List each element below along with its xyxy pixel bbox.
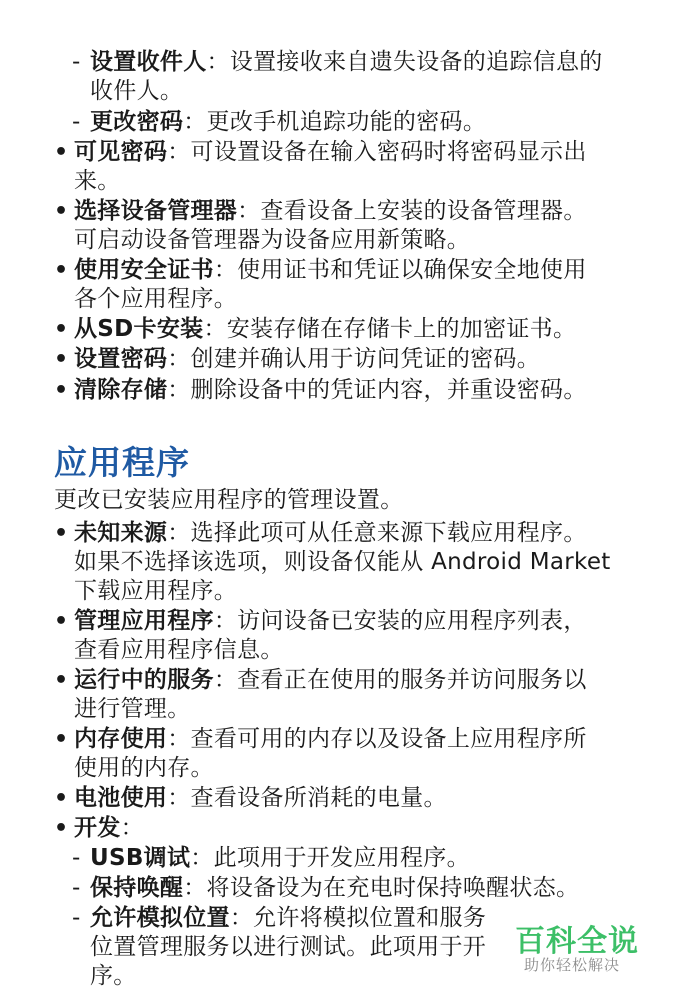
list-item: USB调试：此项用于开发应用程序。: [90, 845, 470, 871]
bullet-marker: •: [54, 317, 69, 342]
bullet-marker: •: [54, 816, 69, 841]
section-heading: 应用程序: [54, 443, 190, 482]
item-text: 删除设备中的凭证内容，并重设密码。: [190, 377, 587, 403]
bullet-marker: •: [54, 786, 69, 811]
item-label: 运行中的服务: [74, 667, 214, 693]
dash-marker: -: [72, 875, 81, 901]
item-continuation: 下载应用程序。: [74, 578, 238, 604]
item-continuation: 使用的内存。: [74, 755, 214, 781]
item-label: 选择设备管理器: [74, 198, 238, 224]
list-item: 使用安全证书：使用证书和凭证以确保安全地使用: [74, 257, 587, 283]
item-text: 选择此项可从任意来源下载应用程序。: [190, 520, 587, 546]
dash-marker: -: [72, 109, 81, 135]
item-label: 更改密码: [90, 109, 184, 135]
item-label: 可见密码: [74, 139, 168, 165]
item-label: 允许模拟位置: [90, 905, 230, 931]
item-text: 查看可用的内存以及设备上应用程序所: [190, 726, 587, 752]
watermark-logo-text: 百科全说: [515, 924, 639, 959]
watermark-slogan: 助你轻松解决: [524, 956, 621, 974]
item-continuation: 查看应用程序信息。: [74, 637, 284, 663]
bullet-marker: •: [54, 258, 69, 283]
item-label: USB调试: [90, 845, 191, 871]
item-label: 清除存储: [74, 377, 168, 403]
bullet-marker: •: [54, 521, 69, 546]
item-label: 设置收件人: [90, 49, 207, 75]
item-continuation: 来。: [74, 168, 121, 194]
item-continuation: 各个应用程序。: [74, 286, 238, 312]
dash-marker: -: [72, 49, 81, 75]
item-text: 此项用于开发应用程序。: [213, 845, 470, 871]
list-item: 电池使用：查看设备所消耗的电量。: [74, 785, 447, 811]
item-label: 使用安全证书: [74, 257, 214, 283]
list-item: 开发：: [74, 815, 144, 841]
item-label: 未知来源: [74, 520, 168, 546]
item-text: 设置接收来自遗失设备的追踪信息的: [229, 49, 603, 75]
dash-marker: -: [72, 845, 81, 871]
item-continuation: 如果不选择该选项，则设备仅能从 Android Market: [74, 549, 611, 575]
item-label: 设置密码: [74, 346, 168, 372]
bullet-marker: •: [54, 378, 69, 403]
item-text: 查看正在使用的服务并访问服务以: [237, 667, 587, 693]
item-label: 电池使用: [74, 785, 168, 811]
bullet-marker: •: [54, 668, 69, 693]
item-text: 查看设备所消耗的电量。: [190, 785, 447, 811]
section-intro: 更改已安装应用程序的管理设置。: [54, 487, 404, 513]
bullet-marker: •: [54, 727, 69, 752]
list-item: 更改密码：更改手机追踪功能的密码。: [90, 109, 487, 135]
list-item: 设置收件人：设置接收来自遗失设备的追踪信息的: [90, 49, 603, 75]
item-continuation: 位置管理服务以进行测试。此项用于开: [90, 934, 487, 960]
list-item: 清除存储：删除设备中的凭证内容，并重设密码。: [74, 377, 587, 403]
list-item: 未知来源：选择此项可从任意来源下载应用程序。: [74, 520, 587, 546]
item-continuation: 可启动设备管理器为设备应用新策略。: [74, 227, 471, 253]
item-text: 可设置设备在输入密码时将密码显示出: [190, 139, 587, 165]
item-continuation: 进行管理。: [74, 696, 191, 722]
item-continuation: 序。: [90, 963, 137, 989]
list-item: 管理应用程序：访问设备已安装的应用程序列表，: [74, 608, 587, 634]
list-item: 运行中的服务：查看正在使用的服务并访问服务以: [74, 667, 587, 693]
list-item: 保持唤醒：将设备设为在充电时保持唤醒状态。: [90, 875, 580, 901]
item-text: 更改手机追踪功能的密码。: [206, 109, 487, 135]
list-item: 可见密码：可设置设备在输入密码时将密码显示出: [74, 139, 587, 165]
item-label: 从SD卡安装: [74, 316, 204, 342]
dash-marker: -: [72, 905, 81, 931]
list-item: 设置密码：创建并确认用于访问凭证的密码。: [74, 346, 541, 372]
list-item: 选择设备管理器：查看设备上安装的设备管理器。: [74, 198, 587, 224]
list-item: 内存使用：查看可用的内存以及设备上应用程序所: [74, 726, 587, 752]
bullet-marker: •: [54, 199, 69, 224]
item-text: 创建并确认用于访问凭证的密码。: [190, 346, 541, 372]
item-text: 安装存储在存储卡上的加密证书。: [226, 316, 577, 342]
bullet-marker: •: [54, 347, 69, 372]
list-item: 从SD卡安装：安装存储在存储卡上的加密证书。: [74, 316, 577, 342]
item-label: 保持唤醒: [90, 875, 184, 901]
item-text: 使用证书和凭证以确保安全地使用: [237, 257, 587, 283]
item-label: 开发: [74, 815, 121, 841]
item-continuation: 收件人。: [90, 78, 184, 104]
item-label: 内存使用: [74, 726, 168, 752]
bullet-marker: •: [54, 609, 69, 634]
bullet-marker: •: [54, 140, 69, 165]
item-text: 访问设备已安装的应用程序列表，: [237, 608, 587, 634]
item-label: 管理应用程序: [74, 608, 214, 634]
list-item: 允许模拟位置：允许将模拟位置和服务: [90, 905, 487, 931]
item-text: 将设备设为在充电时保持唤醒状态。: [206, 875, 580, 901]
item-text: 查看设备上安装的设备管理器。: [260, 198, 587, 224]
item-text: 允许将模拟位置和服务: [253, 905, 487, 931]
